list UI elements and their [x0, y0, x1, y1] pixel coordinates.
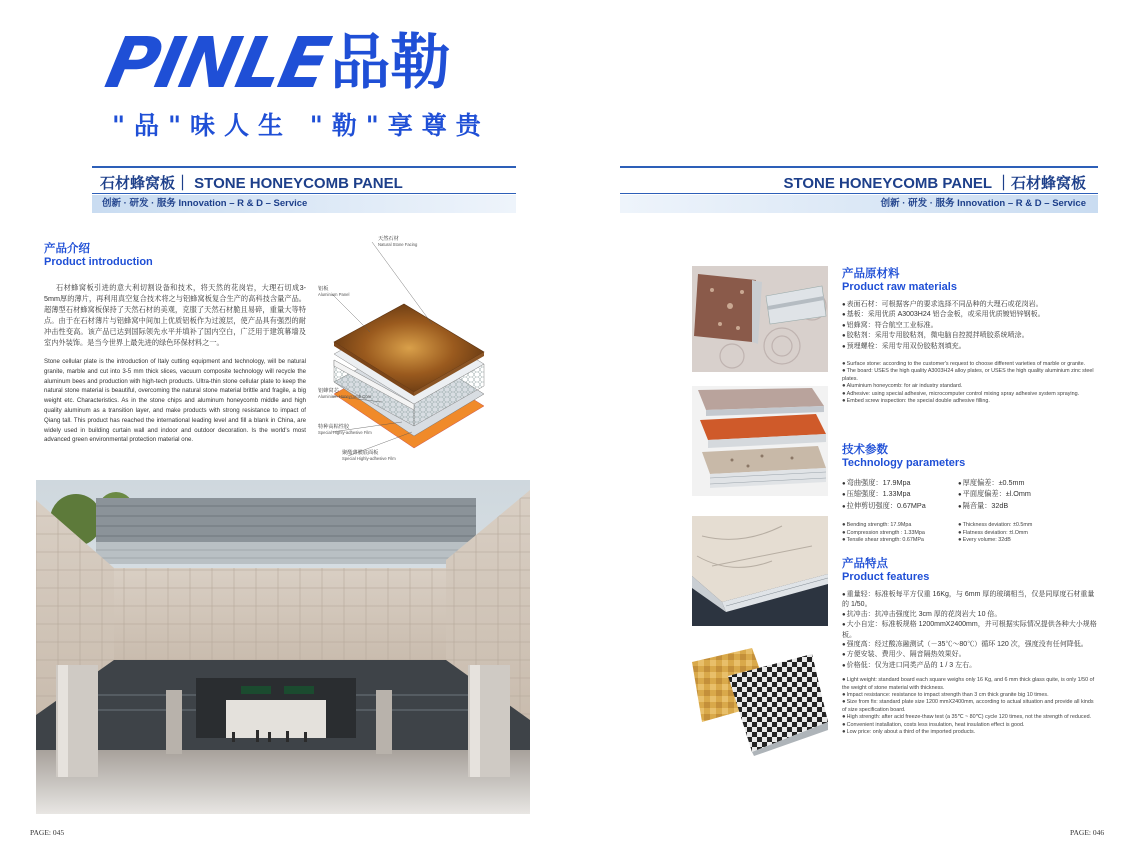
building-interior-photo — [36, 480, 530, 814]
list-item-text: 价格低：仅为进口同类产品的 1 / 3 左右。 — [846, 661, 977, 669]
features-list-en — [842, 677, 1098, 736]
left-section-header — [92, 162, 516, 214]
brand-slogan: "品"味人生 "勒"享尊贵 — [112, 111, 490, 140]
list-item: ●Impact resistance: resistance to impact strength than 3 cm thick granite big 10 times. — [842, 692, 1049, 699]
list-item-text: Impact resistance: resistance to impact strength than 3 cm thick granite big 10 times. — [846, 692, 1049, 699]
left-header-title: 石材蜂窝板｜ STONE HONEYCOMB PANEL — [100, 175, 403, 192]
tech-params-en — [842, 522, 1098, 544]
list-item: ●重量轻：标准板每平方仅重 16Kg，与 6mm 厚的玻璃相当，仅是同厚度石材重量的 1/50。 — [842, 591, 1095, 609]
tech-params-cn — [842, 478, 1098, 512]
list-item: ●铝蜂窝：符合航空工业标准。 — [842, 321, 938, 329]
list-item: ●Adhesive: using special adhesive, microcomputer control mixing spray adhesive system spraying. — [842, 390, 1080, 397]
list-item-text: High strength: after acid freeze-thaw test (a 35℃ ~ 80℃) cycle 120 times, not the strength of reduced. — [846, 714, 1092, 721]
list-item-text: Flatness deviation: ±l.Omm — [962, 529, 1028, 536]
layer-label-stone — [378, 236, 417, 248]
intro-heading-cn: 产品介绍 — [44, 243, 90, 255]
list-item: ●压缩强度：1.33Mpa — [842, 489, 911, 499]
product-introduction — [44, 243, 306, 445]
raw-materials-heading-en: Product raw materials — [842, 281, 957, 293]
brand-logo-latin: PINLE — [99, 22, 336, 104]
product-features — [842, 558, 1098, 737]
layer-label-aluminium-panel — [318, 286, 349, 298]
raw-materials-list-cn — [842, 300, 1098, 352]
list-item-text: Adhesive: using special adhesive, microcomputer control mixing spray adhesive system spraying. — [846, 390, 1080, 397]
list-item-text: 抗冲击：抗冲击强度比 3cm 厚的花岗岩大 10 倍。 — [846, 610, 1002, 618]
right-section-header — [620, 162, 1098, 214]
list-item-text: Light weight: standard board each square weighs only 16 Kg, and 6 mm thick glass quite, is only 1/50 of the weight of stone material with thickness. — [842, 677, 1095, 691]
list-item: ●基板：采用优质 A3003H24 铝合金板，或采用优质镀铝锌钢板。 — [842, 311, 1045, 319]
tech-params-en-left — [842, 522, 952, 544]
layer-label-en: Special Highly-adhesive Film — [318, 430, 372, 435]
layer-label-en: Aluminium Honeycomb Core — [318, 394, 372, 399]
list-item-text: 强度高：经过酸冻融测试（－35℃～80℃）循环 120 次，强度没有任何降低。 — [846, 641, 1088, 649]
list-item-text: Compression strength : 1.33Mpa — [846, 529, 925, 536]
list-item: ●弯曲强度：17.9Mpa — [842, 478, 911, 487]
list-item: ●平面度偏差：±l.Omm — [958, 489, 1031, 499]
list-item-text: Embed screw inspection: the special double adhesive filling. — [846, 398, 990, 405]
right-header-subtitle: 创新 · 研发 · 服务 Innovation – R & D – Service — [620, 195, 1098, 213]
stacked-panels-illustration — [692, 386, 828, 496]
right-header-title: STONE HONEYCOMB PANEL ｜石材蜂窝板 — [783, 175, 1086, 192]
list-item: ●Compression strength : 1.33Mpa — [842, 529, 925, 536]
list-item: ●预埋螺栓：采用专用双份胶粘剂填充。 — [842, 342, 966, 350]
layer-label-honeycomb-core — [318, 388, 371, 400]
features-heading-cn: 产品特点 — [842, 558, 888, 570]
list-item: ●强度高：经过酸冻融测试（－35℃～80℃）循环 120 次，强度没有任何降低。 — [842, 641, 1088, 649]
list-item-text: Thickness deviation: ±0.5mm — [962, 522, 1033, 529]
list-item: ●Every volume: 32dB — [958, 537, 1011, 544]
list-item-text: Convenient installation, costs less insulation, heat insulation effect is good. — [846, 721, 1025, 728]
stone-samples-illustration — [692, 266, 828, 372]
list-item-text: 大小自定：标准板规格 1200mmX2400mm，并可根据实际情况提供各种大小规格板。 — [842, 621, 1097, 639]
panel-layer-diagram — [312, 232, 492, 472]
list-item: ●Tensile shear strength: 0.67MPa — [842, 537, 924, 544]
layer-label-cn: 天然石材 — [378, 236, 399, 242]
intro-body-cn: 石材蜂窝板引进的意大利切割设备和技术，将天然的花岗岩，大理石切成3-5mm厚的薄片，再利用真空复合技术将之与铝蜂窝板复合生产的高科技含量产品。超薄型石材蜂窝板保持了天然石材的美观，克服了天然石材脆且易碎，重量大等特点。由于在石材薄片与铝蜂窝中间加上优质铝板作为过渡层，使产品具有强烈的耐冲击性变高。该产品已达到国际领先水平并填补了国内空白，广泛用于建筑幕墙及室内外装饰。是当今世界上最先进的绿色环保材料之一。 — [44, 283, 306, 347]
list-item: ●Low price: only about a third of the imported products. — [842, 729, 976, 736]
stone-honeycomb-samples-photo — [692, 386, 828, 496]
intro-heading-en: Product introduction — [44, 256, 153, 268]
list-item: ●Embed screw inspection: the special double adhesive filling. — [842, 398, 990, 405]
list-item-text: 预埋螺栓：采用专用双份胶粘剂填充。 — [846, 342, 966, 350]
layer-label-en: Natural Stone Facing — [378, 242, 418, 247]
brand-block — [99, 20, 528, 140]
marble-panel-illustration — [692, 516, 828, 626]
list-item-text: 表面石材：可根据客户的要求选择不同品种的大理石或花岗岩。 — [846, 301, 1043, 308]
header-underline — [620, 193, 1098, 194]
list-item: ●表面石材：可根据客户的要求选择不同品种的大理石或花岗岩。 — [842, 301, 1043, 308]
list-item: ●Thickness deviation: ±0.5mm — [958, 522, 1033, 529]
atrium-illustration — [36, 480, 530, 814]
list-item-text: 弯曲强度：17.9Mpa — [846, 478, 911, 487]
header-rule — [620, 166, 1098, 168]
technology-parameters — [842, 444, 1098, 544]
list-item-text: Low price: only about a third of the imported products. — [846, 729, 976, 736]
list-item: ●厚度偏差：±0.5mm — [958, 478, 1025, 487]
list-item-text: 隔音量：32dB — [962, 500, 1009, 510]
list-item-text: Aluminium honeycomb: for air industry standard. — [846, 383, 963, 390]
tech-params-cn-left — [842, 478, 952, 512]
list-item: ●隔音量：32dB — [958, 500, 1009, 510]
list-item-text: The board: USES the high quality A3003H24 alloy plates, or USES the high quality aluminium zinc steel plates. — [842, 368, 1094, 382]
raw-stone-samples-photo — [692, 266, 828, 372]
list-item: ●Aluminium honeycomb: for air industry standard. — [842, 383, 963, 390]
list-item-text: 平面度偏差：±l.Omm — [962, 489, 1031, 499]
page-number-left: PAGE: 045 — [30, 828, 65, 837]
list-item: ●方便安装、费用少、隔音隔热效果好。 — [842, 651, 966, 659]
list-item-text: 重量轻：标准板每平方仅重 16Kg，与 6mm 厚的玻璃相当，仅是同厚度石材重量的 1/50。 — [842, 591, 1095, 609]
list-item: ●Light weight: standard board each square weighs only 16 Kg, and 6 mm thick glass quite, is only 1/50 of the weight of stone material with thickness. — [842, 677, 1095, 691]
list-item-text: 压缩强度：1.33Mpa — [846, 489, 911, 499]
checkered-panel-illustration — [692, 642, 828, 756]
tech-params-heading-en: Technology parameters — [842, 457, 966, 469]
list-item-text: 方便安装、费用少、隔音隔热效果好。 — [846, 651, 966, 659]
patterned-panels-photo — [692, 642, 828, 756]
list-item: ●The board: USES the high quality A3003H24 alloy plates, or USES the high quality aluminium zinc steel plates. — [842, 368, 1094, 382]
list-item: ●High strength: after acid freeze-thaw test (a 35℃ ~ 80℃) cycle 120 times, not the strength of reduced. — [842, 714, 1092, 721]
list-item: ●拉伸剪切强度：0.67MPa — [842, 500, 926, 510]
raw-materials-heading-cn: 产品原材料 — [842, 268, 900, 280]
layer-label-polyester-backing — [342, 450, 396, 462]
list-item: ●Convenient installation, costs less insulation, heat insulation effect is good. — [842, 721, 1025, 728]
features-heading-en: Product features — [842, 571, 930, 583]
list-item: ●Size from fix: standard plate size 1200 mmX2400mm, according to actual situation and provide all kinds of size specification board. — [842, 699, 1094, 713]
list-item: ●价格低：仅为进口同类产品的 1 / 3 左右。 — [842, 661, 977, 669]
list-item-text: Tensile shear strength: 0.67MPa — [846, 537, 924, 544]
tech-params-cn-right — [958, 478, 1088, 512]
header-rule — [92, 166, 516, 168]
list-item: ●Flatness deviation: ±l.Omm — [958, 529, 1028, 536]
list-item: ●Bending strength: 17.9Mpa — [842, 522, 912, 529]
left-header-subtitle: 创新 · 研发 · 服务 Innovation – R & D – Service — [92, 195, 516, 213]
layer-label-en: Special Highly-adhesive Film — [342, 456, 396, 461]
list-item: ●胶粘剂：采用专用胶粘剂，微电脑自控搅拌喷胶系统喷涂。 — [842, 332, 1029, 340]
layer-diagram-graphic — [312, 232, 492, 472]
list-item-text: Surface stone: according to the customer's request to choose different varieties of marble or granite. — [846, 361, 1086, 368]
list-item: ●大小自定：标准板规格 1200mmX2400mm，并可根据实际情况提供各种大小规格板。 — [842, 621, 1097, 639]
list-item-text: 铝蜂窝：符合航空工业标准。 — [846, 321, 938, 329]
raw-materials-list-en — [842, 361, 1098, 405]
layer-label-cn: 聚酯薄膜底面板 — [342, 450, 379, 456]
list-item-text: 基板：采用优质 A3003H24 铝合金板，或采用优质镀铝锌钢板。 — [846, 311, 1045, 319]
header-underline — [92, 193, 516, 194]
layer-label-cn: 特种高粘性胶 — [318, 424, 350, 430]
marble-honeycomb-panel-photo — [692, 516, 828, 626]
list-item-text: Every volume: 32dB — [962, 537, 1011, 544]
list-item-text: 胶粘剂：采用专用胶粘剂，微电脑自控搅拌喷胶系统喷涂。 — [846, 332, 1029, 340]
brand-logo-cjk: 品勒 — [330, 28, 451, 98]
product-raw-materials — [842, 268, 1098, 405]
list-item-text: 厚度偏差：±0.5mm — [962, 478, 1025, 487]
list-item-text: 拉伸剪切强度：0.67MPa — [846, 500, 926, 510]
layer-label-adhesive-film — [318, 424, 372, 436]
layer-label-cn: 铝蜂窝芯 — [318, 388, 339, 394]
tech-params-en-right — [958, 522, 1088, 544]
features-list-cn — [842, 590, 1098, 671]
page-number-right: PAGE: 046 — [1070, 828, 1105, 837]
list-item-text: Size from fix: standard plate size 1200 mmX2400mm, according to actual situation and provide all kinds of size specification board. — [842, 699, 1094, 713]
layer-label-en: Aluminium Panel — [318, 292, 350, 297]
layer-label-cn: 铝板 — [318, 286, 329, 292]
list-item-text: Bending strength: 17.9Mpa — [846, 522, 912, 529]
tech-params-heading-cn: 技术参数 — [842, 444, 888, 456]
list-item: ●Surface stone: according to the customer's request to choose different varieties of marble or granite. — [842, 361, 1086, 368]
intro-body-en: Stone cellular plate is the introduction of Italy cutting equipment and technology, will be natural granite, marble and cut into 3-5 mm thick slices, vacuum composite technology will recycle the aluminum bees and production with high-tech products. Ultra-thin stone cellular plate to keep the natural stone material is beautiful, overcoming the natural stone material brittle and fragile, a big weight etc. Characteristics. As in the stone chips and aluminum honeycomb middle and high quality aluminum as a transition layer, and make products with strong resistance to impact of Qiang tall. This product has reached the international leading level and fill a blank in China, are widely used in building curtain wall and indoor and outdoor decoration. Is the world's most advanced green environmental protection material one. — [44, 358, 306, 444]
list-item: ●抗冲击：抗冲击强度比 3cm 厚的花岗岩大 10 倍。 — [842, 610, 1002, 618]
brand-logo — [99, 22, 451, 104]
